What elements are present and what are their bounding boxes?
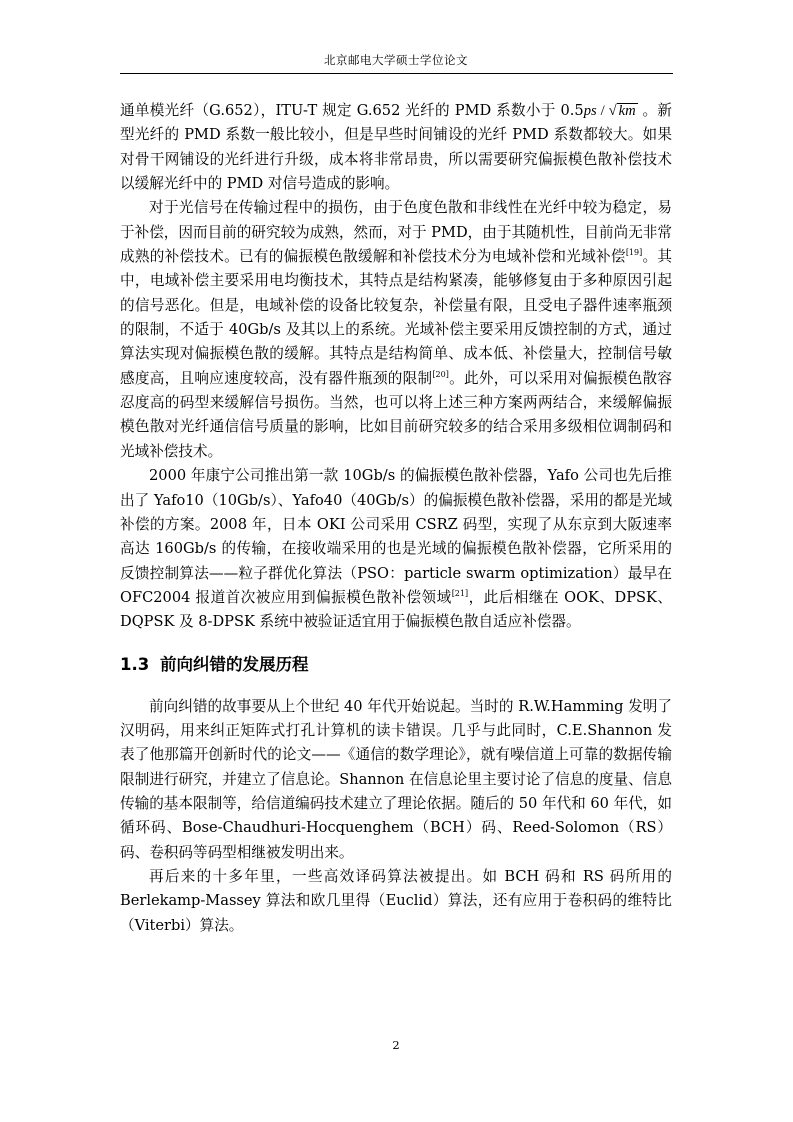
paragraph-text: 对于光信号在传输过程中的损伤，由于色度色散和非线性在光纤中较为稳定，易于补偿，因而目前的研究较为成熟，然而，对于 PMD，由于其随机性，目前尚无非常成熟的补偿技术。已有的偏振模色散缓解和补偿技术分为电域补偿和光域补偿 <box>120 199 672 266</box>
citation-20: [20] <box>432 369 449 379</box>
running-header: 北京邮电大学硕士学位论文 <box>324 53 468 67</box>
paragraph-text: 。新型光纤的 PMD 系数一般比较小，但是早些时间铺设的光纤 PMD 系数都较大。如果对骨干网铺设的光纤进行升级，成本将非常昂贵，所以需要研究偏振模色散补偿技术以缓解光纤中的 PMD 对信号造成的影响。 <box>120 102 673 193</box>
pmd-coefficient-formula <box>584 103 638 119</box>
page-number: 2 <box>392 1038 400 1052</box>
section-number: 1.3 <box>120 654 150 674</box>
paragraph-text: 。其中，电域补偿主要采用电均衡技术，其特点是结构紧凑，能够修复由于多种原因引起的信号恶化。但是，电域补偿的设备比较复杂，补偿量有限，且受电子器件速率瓶颈的限制，不适于 40Gb/s 及其以上的系统。光域补偿主要采用反馈控制的方式，通过算法实现对偏振模色散的缓解。其特点是结构简单、成本低、补偿量大，控制信号敏感度高，且响应速度较高，没有器件瓶颈的限制 <box>120 248 672 387</box>
paragraph-compensator-history <box>120 464 672 634</box>
unit-ps: ps <box>583 103 597 119</box>
paragraph-decoding-algorithms: 再后来的十多年里，一些高效译码算法被提出。如 BCH 码和 RS 码所用的 Berlekamp-Massey 算法和欧几里得（Euclid）算法，还有应用于卷积码的维特比（Viterbi）算法。 <box>120 867 672 934</box>
paragraph-text: 通单模光纤（G.652），ITU-T 规定 G.652 光纤的 PMD 系数小于 0.5 <box>120 102 584 119</box>
paragraph-text: 。此外，可以采用对偏振模色散容忍度高的码型来缓解信号损伤。当然，也可以将上述三种方案两两结合，来缓解偏振模色散对光纤通信信号质量的影响，比如目前研究较多的结合采用多级相位调制码和光域补偿技术。 <box>120 369 672 460</box>
sqrt-radicand <box>617 103 638 119</box>
section-heading <box>120 653 672 677</box>
paragraph-compensation-techniques <box>120 196 672 464</box>
paragraph-text: ，此后相继在 OOK、DPSK、DQPSK 及 8-DPSK 系统中被验证适宜用于偏振模色散自适应补偿器。 <box>120 588 672 631</box>
page-body <box>120 99 672 938</box>
paragraph-pmd-fiber <box>120 99 672 196</box>
sqrt-sign: √ <box>608 103 617 119</box>
unit-km: km <box>618 103 636 119</box>
formula-slash: / <box>596 103 609 119</box>
paragraph-fec-origins: 前向纠错的故事要从上个世纪 40 年代开始说起。当时的 R.W.Hamming 发明了汉明码，用来纠正矩阵式打孔计算机的读卡错误。几乎与此同时，C.E.Shannon 发表了他那篇开创新时代的论文——《通信的数学理论》，就有噪信道上可靠的数据传输限制进行研究，并建立了信息论。Shannon 在信息论里主要讨论了信息的度量、信息传输的基本限制等，给信道编码技术建立了理论依据。随后的 50 年代和 60 年代，如循环码、Bose-Chaudhuri-Hocquenghem（BCH）码、Reed-Solomon（RS）码、卷积码等码型相继被发明出来。 <box>120 697 672 861</box>
header-rule <box>120 73 673 74</box>
paragraph-text: 2000 年康宁公司推出第一款 10Gb/s 的偏振模色散补偿器，Yafo 公司也先后推出了 Yafo10（10Gb/s）、Yafo40（40Gb/s）的偏振模色散补偿器，采用的都是光域补偿的方案。2008 年，日本 OKI 公司采用 CSRZ 码型，实现了从东京到大阪速率高达 160Gb/s 的传输，在接收端采用的也是光域的偏振模色散补偿器，它所采用的反馈控制算法——粒子群优化算法（PSO：particle swarm optimization）最早在 OFC2004 报道首次被应用到偏振模色散补偿领域 <box>120 467 672 606</box>
citation-21: [21] <box>451 589 469 599</box>
citation-19: [19] <box>625 248 643 258</box>
section-title: 前向纠错的发展历程 <box>160 654 309 674</box>
